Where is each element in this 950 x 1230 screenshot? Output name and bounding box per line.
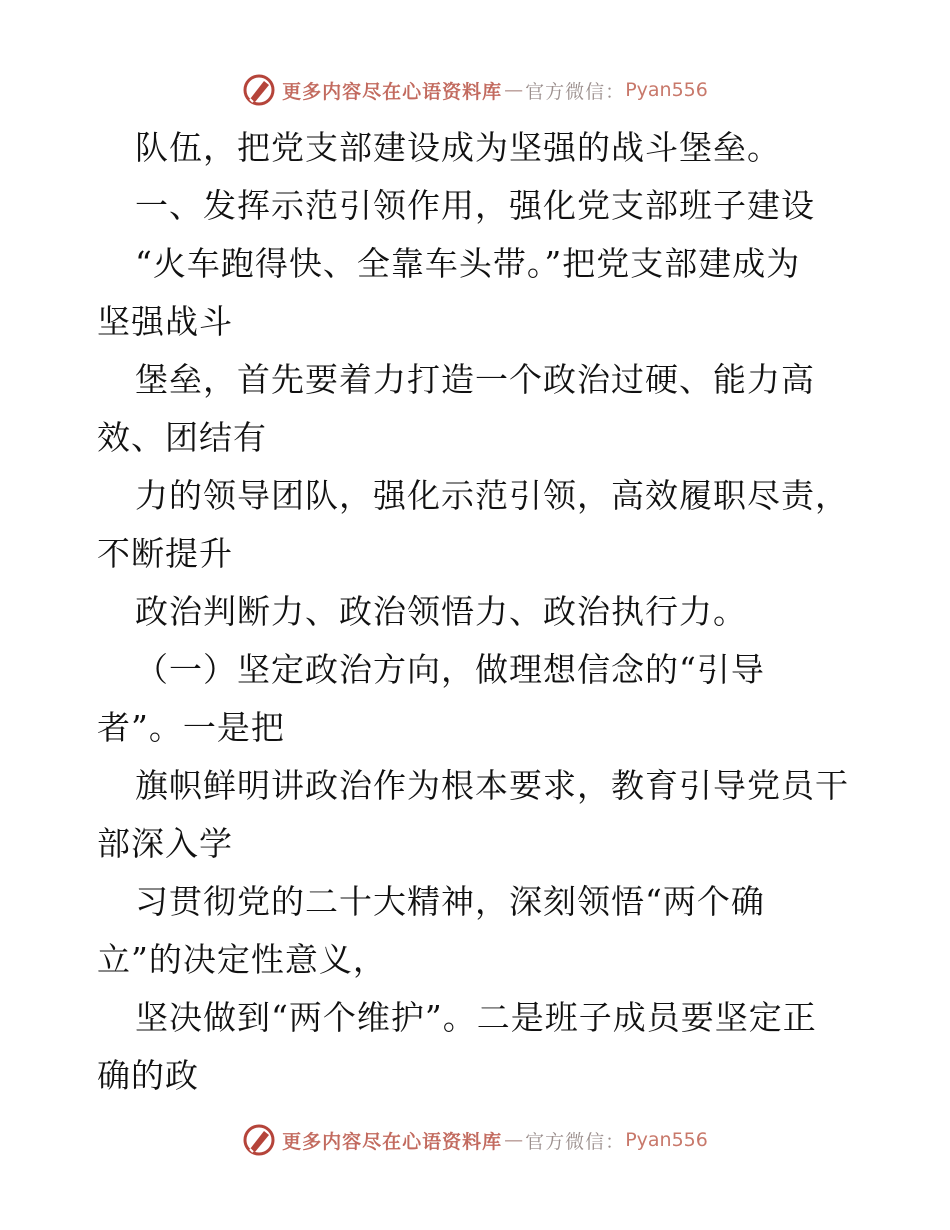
text-line: 堡垒，首先要着力打造一个政治过硬、能力高 xyxy=(135,360,815,399)
watermark-separator: — xyxy=(504,1129,524,1151)
text-line: 力的领导团队，强化示范引领，高效履职尽责， xyxy=(135,476,849,515)
text-line: “火车跑得快、全靠车头带。”把党支部建成为 xyxy=(135,244,801,283)
watermark-wechat-label: 官方微信： xyxy=(525,1130,626,1153)
section-heading: 一、发挥示范引领作用，强化党支部班子建设 xyxy=(135,186,815,225)
text-line: 立”的决定性意义， xyxy=(97,940,387,979)
text-line: 政治判断力、政治领悟力、政治执行力。 xyxy=(135,592,747,631)
pen-logo-icon xyxy=(242,1123,276,1157)
text-line: 者”。一是把 xyxy=(97,708,285,747)
watermark-brand: 更多内容尽在心语资料库 xyxy=(282,1130,503,1153)
text-line: 习贯彻党的二十大精神，深刻领悟“两个确 xyxy=(135,882,765,921)
watermark-separator: — xyxy=(504,79,524,101)
watermark-wechat-id: Pyan556 xyxy=(625,79,708,101)
text-line: 部深入学 xyxy=(97,824,233,863)
text-line: 不断提升 xyxy=(97,534,233,573)
header-watermark xyxy=(0,70,950,110)
text-line: 效、团结有 xyxy=(97,418,267,457)
text-line: 坚强战斗 xyxy=(97,302,233,341)
pen-logo-icon xyxy=(242,73,276,107)
text-line: 旗帜鲜明讲政治作为根本要求，教育引导党员干 xyxy=(135,766,849,805)
footer-watermark xyxy=(0,1120,950,1160)
watermark-wechat-id: Pyan556 xyxy=(625,1129,708,1151)
watermark-brand: 更多内容尽在心语资料库 xyxy=(282,80,503,103)
text-line: 确的政 xyxy=(97,1056,199,1095)
subsection-heading: （一）坚定政治方向，做理想信念的“引导 xyxy=(135,650,765,689)
watermark-wechat-label: 官方微信： xyxy=(525,80,626,103)
text-line: 坚决做到“两个维护”。二是班子成员要坚定正 xyxy=(135,998,817,1037)
text-line: 队伍，把党支部建设成为坚强的战斗堡垒。 xyxy=(135,128,781,167)
